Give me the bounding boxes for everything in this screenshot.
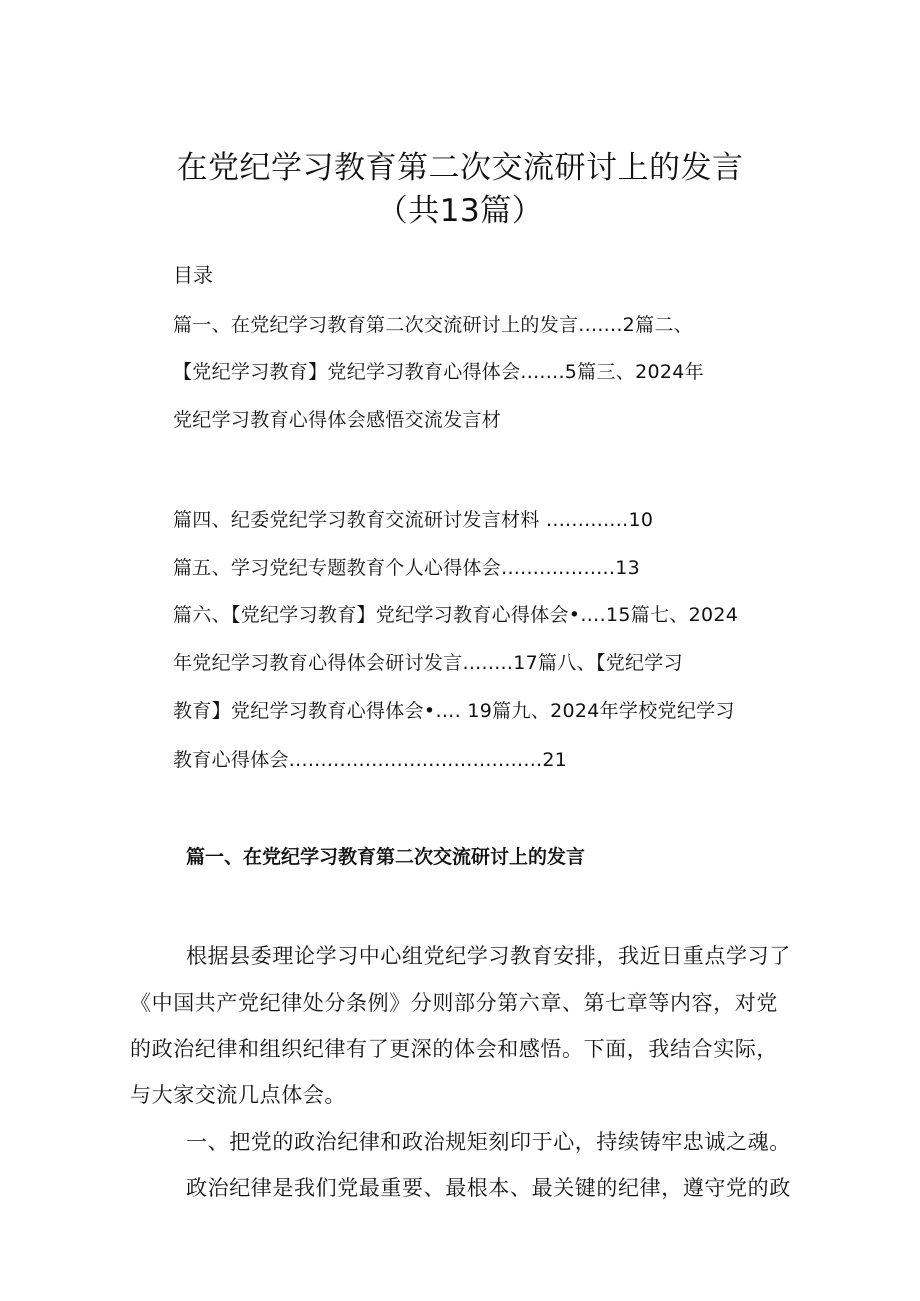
- paragraph-line: 一、把党的政治纪律和政治规矩刻印于心，持续铸牢忠诚之魂。: [186, 1130, 791, 1154]
- toc-label: 目录: [173, 263, 213, 287]
- toc-entry[interactable]: 篇四、纪委党纪学习教育交流研讨发言材料 .............10: [173, 509, 654, 531]
- section-heading: 篇一、在党纪学习教育第二次交流研讨上的发言: [186, 846, 586, 868]
- toc-entry[interactable]: 党纪学习教育心得体会感悟交流发言材: [173, 409, 502, 431]
- paragraph-line: 《中国共产党纪律处分条例》分则部分第六章、第七章等内容，对党: [130, 991, 778, 1015]
- toc-entry[interactable]: 【党纪学习教育】党纪学习教育心得体会.......5篇三、2024年: [173, 361, 704, 383]
- document-subtitle: （共13篇）: [376, 193, 544, 229]
- document-title: 在党纪学习教育第二次交流研讨上的发言: [176, 150, 744, 186]
- toc-entry[interactable]: 教育】党纪学习教育心得体会•…. 19篇九、2024年学校党纪学习: [173, 700, 735, 722]
- toc-entry[interactable]: 教育心得体会........................................21: [173, 749, 568, 771]
- paragraph-line: 根据县委理论学习中心组党纪学习教育安排，我近日重点学习了: [186, 944, 791, 968]
- toc-entry[interactable]: 篇五、学习党纪专题教育个人心得体会..................13: [173, 557, 640, 579]
- paragraph-line: 政治纪律是我们党最重要、最根本、最关键的纪律，遵守党的政: [186, 1176, 791, 1200]
- paragraph-line: 与大家交流几点体会。: [130, 1083, 346, 1107]
- toc-entry[interactable]: 篇一、在党纪学习教育第二次交流研讨上的发言.......2篇二、: [173, 314, 693, 336]
- toc-entry[interactable]: 年党纪学习教育心得体会研讨发言........17篇八、【党纪学习: [173, 652, 683, 674]
- paragraph-line: 的政治纪律和组织纪律有了更深的体会和感悟。下面，我结合实际，: [130, 1037, 778, 1061]
- toc-entry[interactable]: 篇六、【党纪学习教育】党纪学习教育心得体会•….15篇七、2024: [173, 604, 739, 626]
